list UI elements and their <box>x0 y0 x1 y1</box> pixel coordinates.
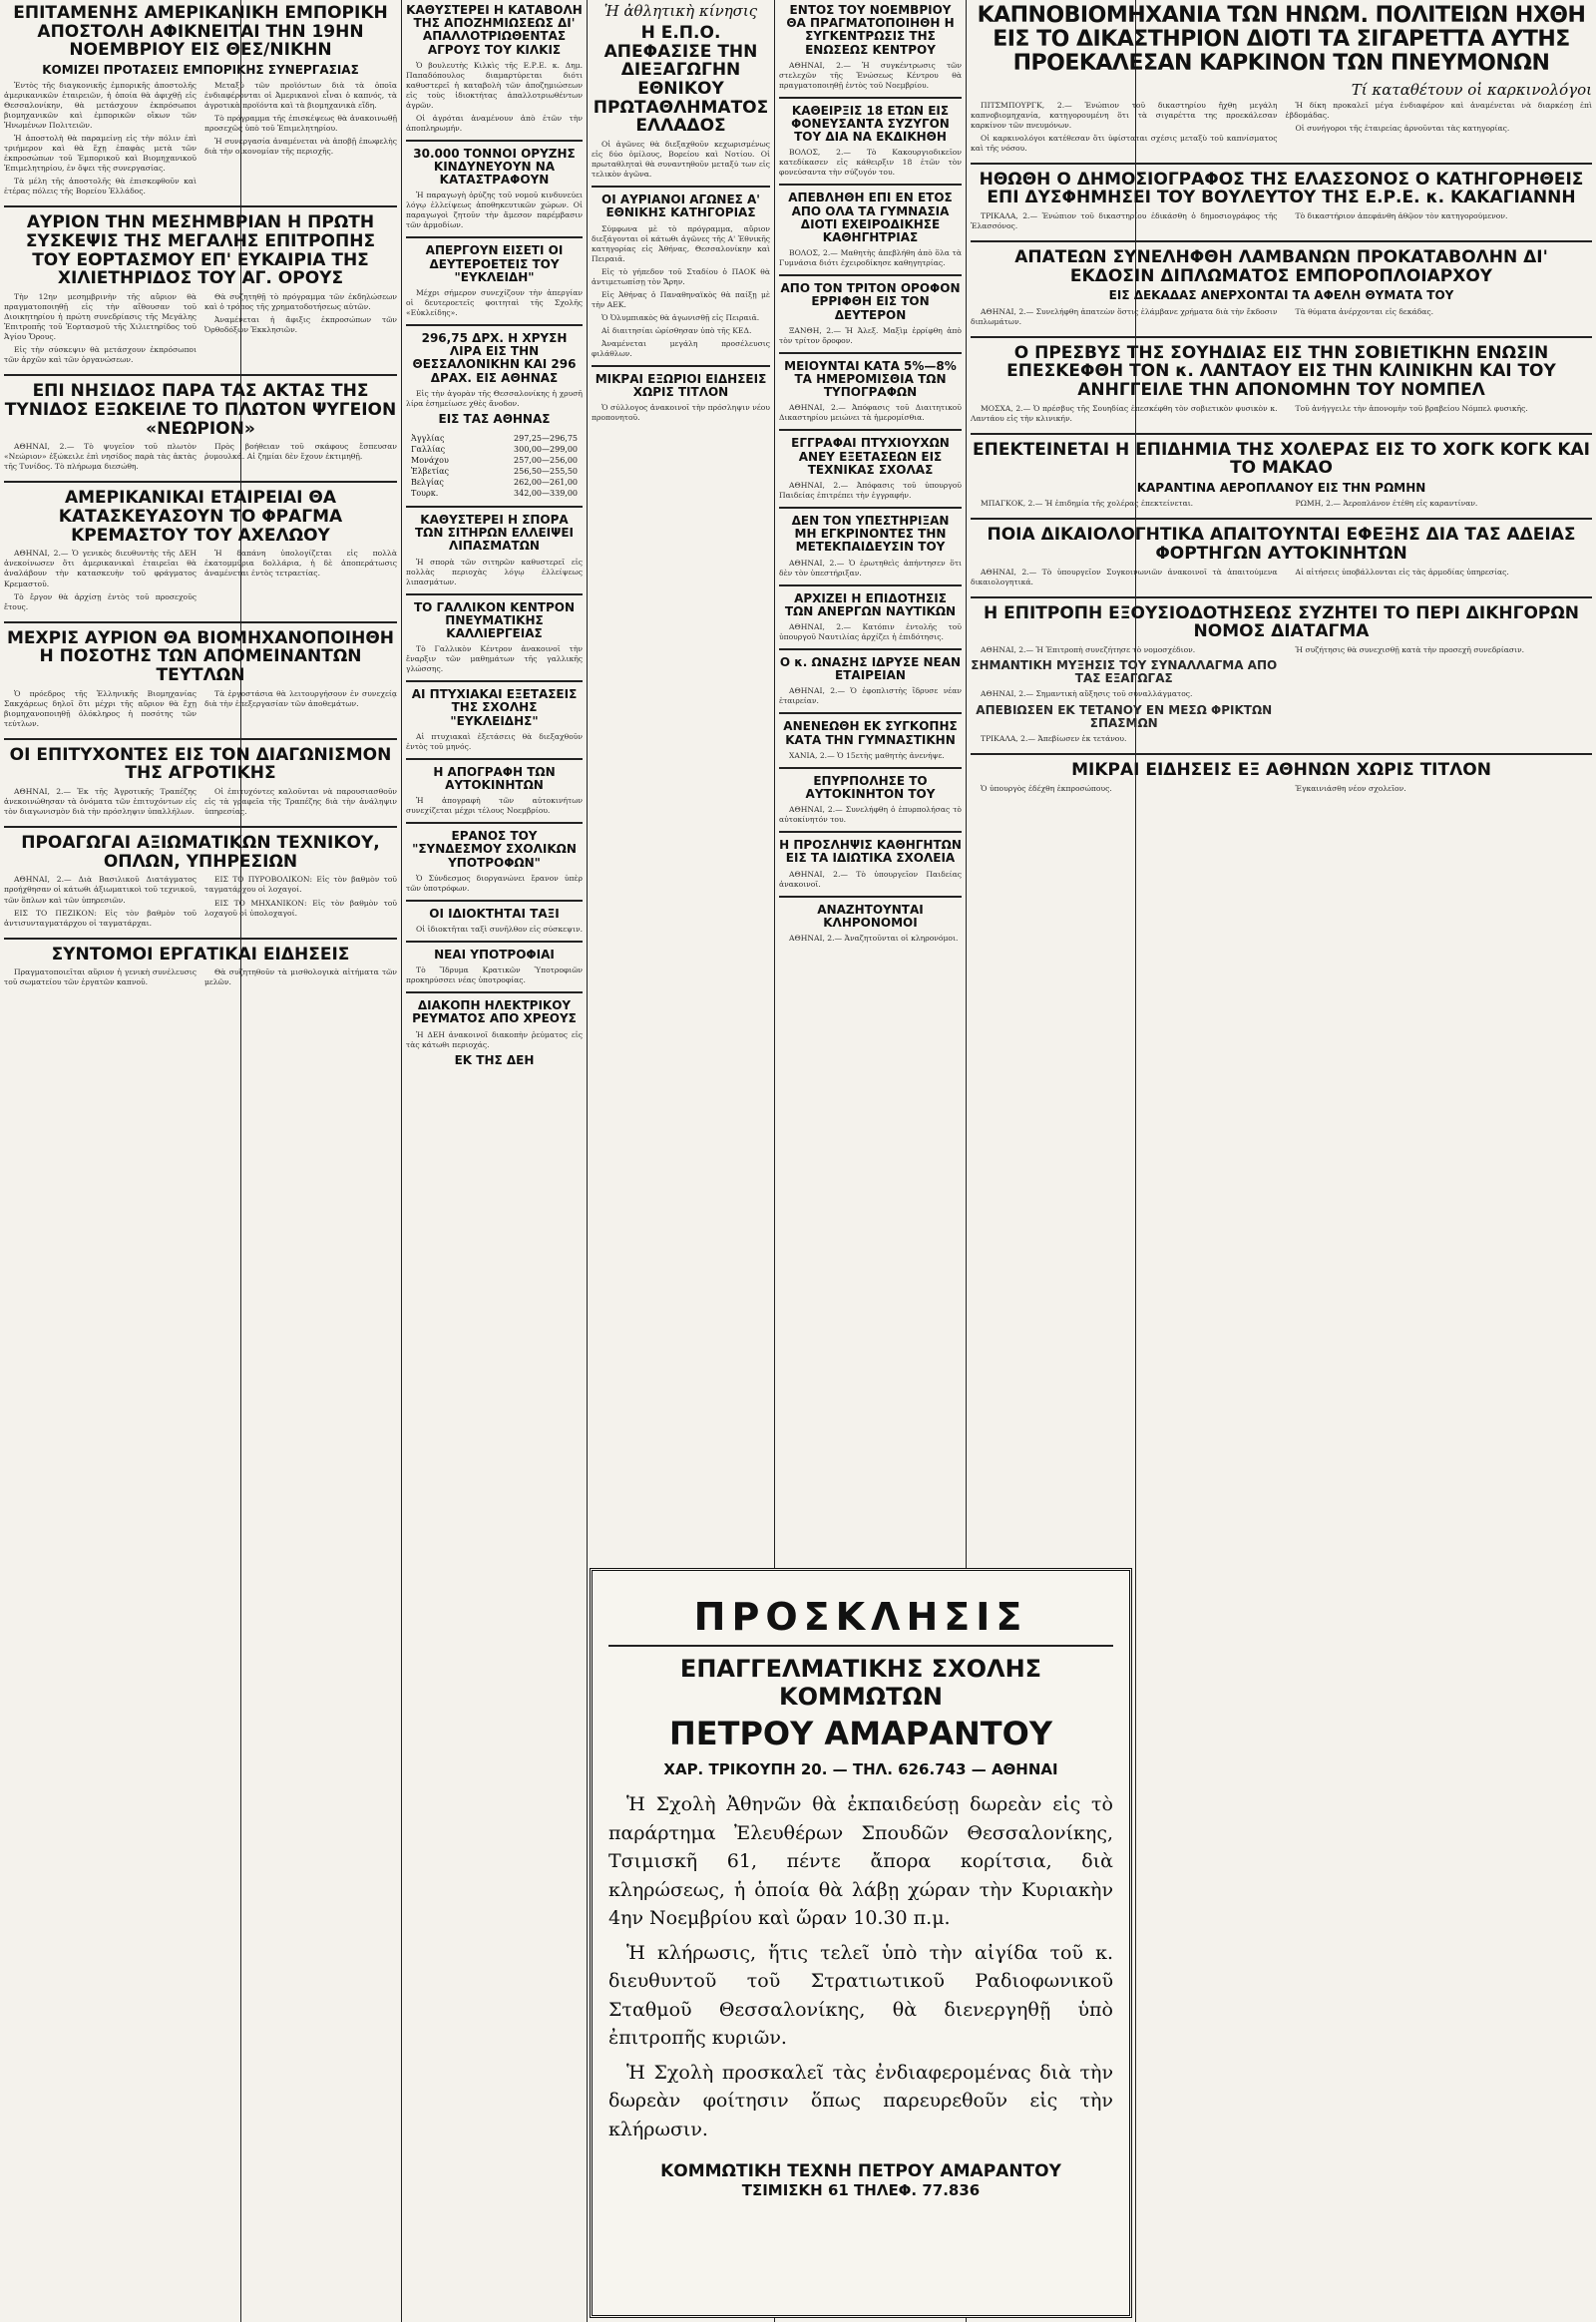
headline: ΕΠΙΤΑΜΕΝΗΣ ΑΜΕΡΙΚΑΝΙΚΗ ΕΜΠΟΡΙΚΗ ΑΠΟΣΤΟΛΗ ΑΦΙΚΝΕΙΤΑΙ ΤΗΝ 19ΗΝ ΝΟΕΜΒΡΙΟΥ ΕΙΣ ΘΕΣ/ΝΙΚΗΝ <box>13 3 388 61</box>
table-heading: ΕΙΣ ΤΑΣ ΑΘΗΝΑΣ <box>438 411 551 426</box>
headline: ΚΑΘΥΣΤΕΡΕΙ Η ΚΑΤΑΒΟΛΗ ΤΗΣ ΑΠΟΖΗΜΙΩΣΕΩΣ ΔΙ' ΑΠΑΛΛΟΤΡΙΩΘΕΝΤΑΣ ΑΓΡΟΥΣ ΤΟΥ ΚΙΛΚΙΣ <box>406 3 583 57</box>
headline: ΑΜΕΡΙΚΑΝΙΚΑΙ ΕΤΑΙΡΕΙΑΙ ΘΑ ΚΑΤΑΣΚΕΥΑΣΟΥΝ ΤΟ ΦΡΑΓΜΑ ΚΡΕΜΑΣΤΟΥ ΤΟΥ ΑΧΕΛΩΟΥ <box>58 488 343 546</box>
column-1: ΕΠΙΤΑΜΕΝΗΣ ΑΜΕΡΙΚΑΝΙΚΗ ΕΜΠΟΡΙΚΗ ΑΠΟΣΤΟΛΗ ΑΦΙΚΝΕΙΤΑΙ ΤΗΝ 19ΗΝ ΝΟΕΜΒΡΙΟΥ ΕΙΣ ΘΕΣ/ΝΙΚΗΝ ΚΟΜΙΖΕΙ ΠΡΟΤΑΣΕΙΣ ΕΜΠΟΡΙΚΗΣ ΣΥΝΕΡΓΑΣΙΑΣ Ἐντὸς τῆς διαγκονικῆς ἐμπορικῆς ἀποστολῆς ἀμερικανικῶν ἐταιρειῶν, ἡ ὁποία θὰ ἀφιχθῇ εἰς Θεσσαλονίκην, θὰ μετάσχουν ἐκπρόσωποι βιομηχανικῶν καὶ ἐμπορικῶν οἴκων τῶν Ἡνωμένων Πολιτειῶν. Ἡ ἀποστολὴ θὰ παραμείνῃ εἰς τὴν πόλιν ἐπὶ τριήμερον καὶ θὰ ἔχῃ ἐπαφὰς μετὰ τῶν ἐκπροσώπων τοῦ Ἐμπορικοῦ καὶ Βιομηχανικοῦ Ἐπιμελητηρίου, ἐν ὄψει τῆς συνεργασίας. Τὰ μέλη τῆς ἀποστολῆς θὰ ἐπισκεφθοῦν καὶ ἑτέρας πόλεις τῆς Βορείου Ἑλλάδος. Μεταξὺ τῶν προϊόντων διὰ τὰ ὁποῖα ἐνδιαφέρονται οἱ Ἀμερικανοὶ εἶναι ὁ καπνός, τὰ ἀγροτικὰ προϊόντα καὶ τὰ βιομηχανικὰ εἴδη. Τὸ πρόγραμμα τῆς ἐπισκέψεως θὰ ἀνακοινωθῇ προσεχῶς ὑπὸ τοῦ Ἐπιμελητηρίου. Ἡ συνεργασία ἀναμένεται νὰ ἀποβῇ ἐπωφελὴς διὰ τὴν οἰκονομίαν τῆς περιοχῆς. ΑΥΡΙΟΝ ΤΗΝ ΜΕΣΗΜΒΡΙΑΝ Η ΠΡΩΤΗ ΣΥΣΚΕΨΙΣ ΤΗΣ ΜΕΓΑΛΗΣ ΕΠΙΤΡΟΠΗΣ ΤΟΥ ΕΟΡΤΑΣΜΟΥ ΕΠ' ΕΥΚΑΙΡΙΑ ΤΗΣ ΧΙΛΙΕΤΗΡΙΔΟΣ ΤΟΥ ΑΓ. ΟΡΟΥΣ Τὴν 12ην μεσημβρινὴν τῆς αὔριον θὰ πραγματοποιηθῇ εἰς τὴν αἴθουσαν τοῦ Διοικητηρίου ἡ πρώτη συνεδρίασις τῆς Μεγάλης Ἐπιτροπῆς τοῦ Ἑορτασμοῦ τῆς Χιλιετηρίδος τοῦ Ἁγίου Ὄρους. Εἰς τὴν σύσκεψιν θὰ μετάσχουν ἐκπρόσωποι τῶν ἀρχῶν καὶ τῶν ὀργανώσεων. Θὰ συζητηθῇ τὸ πρόγραμμα τῶν ἐκδηλώσεων καὶ ὁ τρόπος τῆς χρηματοδοτήσεως αὐτῶν. Ἀναμένεται ἡ ἄφιξις ἐκπροσώπων τῶν Ὀρθοδόξων Ἐκκλησιῶν. ΕΠΙ ΝΗΣΙΔΟΣ ΠΑΡΑ ΤΑΣ ΑΚΤΑΣ ΤΗΣ ΤΥΝΙΔΟΣ ΕΞΩΚΕΙΛΕ ΤΟ ΠΛΩΤΟΝ ΨΥΓΕΙΟΝ «ΝΕΩΡΙΟΝ» ΑΘΗΝΑΙ, 2.— Τὸ ψυγεῖον τοῦ πλωτὸν «Νεώριον» ἐξώκειλε ἐπὶ νησίδος παρὰ τὰς ἀκτὰς τῆς Τυνίδος. Τὸ πλήρωμα διεσώθη. Πρὸς βοήθειαν τοῦ σκάφους ἔσπευσαν ῥυμουλκά. Αἱ ζημίαι δὲν ἔχουν ἐκτιμηθῇ. ΑΜΕΡΙΚΑΝΙΚΑΙ ΕΤΑΙΡΕΙΑΙ ΘΑ ΚΑΤΑΣΚΕΥΑΣΟΥΝ ΤΟ ΦΡΑΓΜΑ ΚΡΕΜΑΣΤΟΥ ΤΟΥ ΑΧΕΛΩΟΥ ΑΘΗΝΑΙ, 2.— Ὁ γενικὸς διευθυντὴς τῆς ΔΕΗ ἀνεκοίνωσεν ὅτι ἀμερικανικαὶ ἑταιρεῖαι θὰ ἀναλάβουν τὴν κατασκευὴν τοῦ φράγματος Κρεμαστοῦ. Τὸ ἔργον θὰ ἀρχίσῃ ἐντὸς τοῦ προσεχοῦς ἔτους. Ἡ δαπάνη ὑπολογίζεται εἰς πολλὰ ἑκατομμύρια δολλάρια, ἡ δὲ ἀποπεράτωσις ἀναμένεται ἐντὸς τετραετίας. ΜΕΧΡΙΣ ΑΥΡΙΟΝ ΘΑ ΒΙΟΜΗΧΑΝΟΠΟΙΗΘΗ Η ΠΟΣΟΤΗΣ ΤΩΝ ΑΠΟΜΕΙΝΑΝΤΩΝ ΤΕΥΤΛΩΝ Ὁ πρόεδρος τῆς Ἑλληνικῆς Βιομηχανίας Σακχάρεως δηλοῖ ὅτι μέχρι τῆς αὔριον θὰ ἔχῃ βιομηχανοποιηθῇ ὁλόκληρος ἡ ποσότης τῶν τεύτλων. Τὰ ἐργοστάσια θὰ λειτουργήσουν ἐν συνεχείᾳ διὰ τὴν ἐπεξεργασίαν τῶν ἀποθεμάτων. ΟΙ ΕΠΙΤΥΧΟΝΤΕΣ ΕΙΣ ΤΟΝ ΔΙΑΓΩΝΙΣΜΟΝ ΤΗΣ ΑΓΡΟΤΙΚΗΣ ΑΘΗΝΑΙ, 2.— Ἐκ τῆς Ἀγροτικῆς Τραπέζης ἀνεκοινώθησαν τὰ ὀνόματα τῶν ἐπιτυχόντων εἰς τὸν διαγωνισμὸν διὰ τὴν πρόσληψιν ὑπαλλήλων. Οἱ ἐπιτυχόντες καλοῦνται νὰ παρουσιασθοῦν εἰς τὰ γραφεῖα τῆς Τραπέζης διὰ τὴν ἀνάληψιν ὑπηρεσίας. ΠΡΟΑΓΩΓΑΙ ΑΞΙΩΜΑΤΙΚΩΝ ΤΕΧΝΙΚΟΥ, ΟΠΛΩΝ, ΥΠΗΡΕΣΙΩΝ ΑΘΗΝΑΙ, 2.— Διὰ Βασιλικοῦ Διατάγματος προήχθησαν οἱ κάτωθι ἀξιωματικοὶ τοῦ τεχνικοῦ, τῶν ὅπλων καὶ τῶν ὑπηρεσιῶν. ΕΙΣ ΤΟ ΠΕΖΙΚΟΝ: Εἰς τὸν βαθμὸν τοῦ ἀντισυνταγματάρχου οἱ ταγματάρχαι. ΕΙΣ ΤΟ ΠΥΡΟΒΟΛΙΚΟΝ: Εἰς τὸν βαθμὸν τοῦ ταγματάρχου οἱ λοχαγοί. ΕΙΣ ΤΟ ΜΗΧΑΝΙΚΟΝ: Εἰς τὸν βαθμὸν τοῦ λοχαγοῦ οἱ ὑπολοχαγοί. ΣΥΝΤΟΜΟΙ ΕΡΓΑΤΙΚΑΙ ΕΙΔΗΣΕΙΣ Πραγματοποιεῖται αὔριον ἡ γενικὴ συνέλευσις τοῦ σωματείου τῶν ἐργατῶν καπνοῦ. Θὰ συζητηθοῦν τὰ μισθολογικὰ αἰτήματα τῶν μελῶν. <box>4 3 397 987</box>
headline: ΑΥΡΙΟΝ ΤΗΝ ΜΕΣΗΜΒΡΙΑΝ Η ΠΡΩΤΗ ΣΥΣΚΕΨΙΣ ΤΗΣ ΜΕΓΑΛΗΣ ΕΠΙΤΡΟΠΗΣ ΤΟΥ ΕΟΡΤΑΣΜΟΥ ΕΠ' ΕΥΚΑΙΡΙΑ ΤΗΣ ΧΙΛΙΕΤΗΡΙΔΟΣ ΤΟΥ ΑΓ. ΟΡΟΥΣ <box>25 212 376 289</box>
headline: ΚΑΘΕΙΡΞΙΣ 18 ΕΤΩΝ ΕΙΣ ΦΟΝΕΥΣΑΝΤΑ ΣΥΖΥΓΟΝ ΤΟΥ ΔΙΑ ΝΑ ΕΚΔΙΚΗΘΗ <box>791 103 950 145</box>
headline: Η ΑΠΟΓΡΑΦΗ ΤΩΝ ΑΥΤΟΚΙΝΗΤΩΝ <box>433 764 556 793</box>
headline: ΑΠΕΒΛΗΘΗ ΕΠΙ ΕΝ ΕΤΟΣ ΑΠΟ ΟΛΑ ΤΑ ΓΥΜΝΑΣΙΑ ΔΙΟΤΙ ΕΧΕΙΡΟΔΙΚΗΣΕ ΚΑΘΗΓΗΤΡΙΑΣ <box>788 191 953 244</box>
headline: ΕΡΑΝΟΣ ΤΟΥ "ΣΥΝΔΕΣΜΟΥ ΣΧΟΛΙΚΩΝ ΥΠΟΤΡΟΦΩΝ" <box>412 829 577 870</box>
headline: ΕΠΙ ΝΗΣΙΔΟΣ ΠΑΡΑ ΤΑΣ ΑΚΤΑΣ ΤΗΣ ΤΥΝΙΔΟΣ ΕΞΩΚΕΙΛΕ ΤΟ ΠΛΩΤΟΝ ΨΥΓΕΙΟΝ «ΝΕΩΡΙΟΝ» <box>4 381 397 439</box>
table-row: Ἑλβετίας 256,50—255,50 <box>411 467 578 477</box>
column-2: ΚΑΘΥΣΤΕΡΕΙ Η ΚΑΤΑΒΟΛΗ ΤΗΣ ΑΠΟΖΗΜΙΩΣΕΩΣ ΔΙ' ΑΠΑΛΛΟΤΡΙΩΘΕΝΤΑΣ ΑΓΡΟΥΣ ΤΟΥ ΚΙΛΚΙΣ Ὁ βουλευτὴς Κιλκὶς τῆς Ε.Ρ.Ε. κ. Δημ. Παπαδόπουλος διαμαρτύρεται διότι καθυστερεῖ ἡ καταβολὴ τῶν ἀποζημιώσεων εἰς τοὺς ἰδιοκτήτας ἀπαλλοτριωθέντων ἀγρῶν. Οἱ ἀγρόται ἀναμένουν ἀπὸ ἐτῶν τὴν ἀποπληρωμήν. 30.000 ΤΟΝΝΟΙ ΟΡΥΖΗΣ ΚΙΝΔΥΝΕΥΟΥΝ ΝΑ ΚΑΤΑΣΤΡΑΦΟΥΝ Ἡ παραγωγὴ ὀρύζης τοῦ νομοῦ κινδυνεύει λόγῳ ἐλλείψεως ἀποθηκευτικῶν χώρων. Οἱ παραγωγοὶ ζητοῦν τὴν ἄμεσον παρέμβασιν τῶν ἀρμοδίων. ΑΠΕΡΓΟΥΝ ΕΙΣΕΤΙ ΟΙ ΔΕΥΤΕΡΟΕΤΕΙΣ ΤΟΥ "ΕΥΚΛΕΙΔΗ" Μέχρι σήμερον συνεχίζουν τὴν ἀπεργίαν οἱ δευτεροετεῖς φοιτηταὶ τῆς Σχολῆς «Εὐκλείδης». 296,75 ΔΡΧ. Η ΧΡΥΣΗ ΛΙΡΑ ΕΙΣ ΤΗΝ ΘΕΣΣΑΛΟΝΙΚΗΝ ΚΑΙ 296 ΔΡΑΧ. ΕΙΣ ΑΘΗΝΑΣ Εἰς τὴν ἀγορὰν τῆς Θεσσαλονίκης ἡ χρυσῆ λίρα ἐσημείωσε χθὲς ἄνοδον. ΕΙΣ ΤΑΣ ΑΘΗΝΑΣ Ἀγγλίας 297,25—296,75 Γαλλίας 300,00—299,00 Μονάχου 257,00—256,00 Ἑλβετίας 256,50—255,50 Βελγίας 262,00—261,00 Τουρκ. 342,00—339,00 ΚΑΘΥΣΤΕΡΕΙ Η ΣΠΟΡΑ ΤΩΝ ΣΙΤΗΡΩΝ ΕΛΛΕΙΨΕΙ ΛΙΠΑΣΜΑΤΩΝ Ἡ σπορὰ τῶν σιτηρῶν καθυστερεῖ εἰς πολλὰς περιοχὰς λόγῳ ἐλλείψεως λιπασμάτων. ΤΟ ΓΑΛΛΙΚΟΝ ΚΕΝΤΡΟΝ ΠΝΕΥΜΑΤΙΚΗΣ ΚΑΛΛΙΕΡΓΕΙΑΣ Τὸ Γαλλικὸν Κέντρον ἀνακοινοῖ τὴν ἔναρξιν τῶν μαθημάτων τῆς γαλλικῆς γλώσσης. ΑΙ ΠΤΥΧΙΑΚΑΙ ΕΞΕΤΑΣΕΙΣ ΤΗΣ ΣΧΟΛΗΣ "ΕΥΚΛΕΙΔΗΣ" Αἱ πτυχιακαὶ ἐξετάσεις θὰ διεξαχθοῦν ἐντὸς τοῦ μηνός. Η ΑΠΟΓΡΑΦΗ ΤΩΝ ΑΥΤΟΚΙΝΗΤΩΝ Ἡ ἀπογραφὴ τῶν αὐτοκινήτων συνεχίζεται μέχρι τέλους Νοεμβρίου. ΕΡΑΝΟΣ ΤΟΥ "ΣΥΝΔΕΣΜΟΥ ΣΧΟΛΙΚΩΝ ΥΠΟΤΡΟΦΩΝ" Ὁ Σύνδεσμος διοργανώνει ἔρανον ὑπὲρ τῶν ὑποτρόφων. ΟΙ ΙΔΙΟΚΤΗΤΑΙ ΤΑΞΙ Οἱ ἰδιοκτῆται ταξὶ συνῆλθον εἰς σύσκεψιν. ΝΕΑΙ ΥΠΟΤΡΟΦΙΑΙ Τὸ Ἵδρυμα Κρατικῶν Ὑποτροφιῶν προκηρύσσει νέας ὑποτροφίας. ΔΙΑΚΟΠΗ ΗΛΕΚΤΡΙΚΟΥ ΡΕΥΜΑΤΟΣ ΑΠΟ ΧΡΕΟΥΣ Ἡ ΔΕΗ ἀνακοινοῖ διακοπὴν ῥεύματος εἰς τὰς κάτωθι περιοχάς. ΕΚ ΤΗΣ ΔΕΗ <box>406 3 583 1067</box>
headline: ΑΠΑΤΕΩΝ ΣΥΝΕΛΗΦΘΗ ΛΑΜΒΑΝΩΝ ΠΡΟΚΑΤΑΒΟΛΗΝ ΔΙ' ΕΚΔΟΣΙΝ ΔΙΠΛΩΜΑΤΟΣ ΕΜΠΟΡΟΠΛΟΙΑΡΧΟΥ <box>1014 247 1548 286</box>
ad-address: ΧΑΡ. ΤΡΙΚΟΥΠΗ 20. — ΤΗΛ. 626.743 — ΑΘΗΝΑΙ <box>663 1760 1058 1778</box>
table-row: Ἀγγλίας 297,25—296,75 <box>411 434 578 444</box>
headline: ΟΙ ΑΥΡΙΑΝΟΙ ΑΓΩΝΕΣ Α' ΕΘΝΙΚΗΣ ΚΑΤΗΓΟΡΙΑΣ <box>601 193 760 220</box>
headline: ΜΕΧΡΙΣ ΑΥΡΙΟΝ ΘΑ ΒΙΟΜΗΧΑΝΟΠΟΙΗΘΗ Η ΠΟΣΟΤΗΣ ΤΩΝ ΑΠΟΜΕΙΝΑΝΤΩΝ ΤΕΥΤΛΩΝ <box>6 627 395 685</box>
headline: ΑΡΧΙΖΕΙ Η ΕΠΙΔΟΤΗΣΙΣ ΤΩΝ ΑΝΕΡΓΩΝ ΝΑΥΤΙΚΩΝ <box>784 590 957 618</box>
ad-paragraph: Ἡ Σχολὴ προσκαλεῖ τὰς ἐνδιαφερομένας διὰ τὴν δωρεὰν φοίτησιν ὅπως παρευρεθοῦν εἰς τὴν κλήρωσιν. <box>608 2061 1113 2140</box>
headline: ΜΙΚΡΑΙ ΕΙΔΗΣΕΙΣ ΕΞ ΑΘΗΝΩΝ ΧΩΡΙΣ ΤΙΤΛΟΝ <box>1071 759 1491 780</box>
headline: ΣΗΜΑΝΤΙΚΗ ΜΥΞΗΣΙΣ ΤΟΥ ΣΥΝΑΛΛΑΓΜΑ ΑΠΟ ΤΑΣ ΕΞΑΓΩΓΑΣ <box>971 658 1278 686</box>
ad-paragraph: Ἡ κλήρωσις, ἥτις τελεῖ ὑπὸ τὴν αἰγίδα τοῦ κ. διευθυντοῦ τοῦ Στρατιωτικοῦ Ραδιοφωνικοῦ Σταθμοῦ Θεσσαλονίκης, θὰ διενεργηθῇ ὑπὸ ἐπιτροπῆς κυριῶν. <box>608 1941 1113 2049</box>
headline: ΟΙ ΙΔΙΟΚΤΗΤΑΙ ΤΑΞΙ <box>429 906 560 921</box>
headline: ΠΟΙΑ ΔΙΚΑΙΟΛΟΓΗΤΙΚΑ ΑΠΑΙΤΟΥΝΤΑΙ ΕΦΕΞΗΣ ΔΙΑ ΤΑΣ ΑΔΕΙΑΣ ΦΟΡΤΗΓΩΝ ΑΥΤΟΚΙΝΗΤΩΝ <box>987 525 1576 564</box>
article-text: Ἐντὸς τῆς διαγκονικῆς ἐμπορικῆς ἀποστολῆς ἀμερικανικῶν ἐταιρειῶν, ἡ ὁποία θὰ ἀφιχθῇ εἰς Θεσσαλονίκην, θὰ μετάσχουν ἐκπρόσωποι βιομηχανικῶν καὶ ἐμπορικῶν οἴκων τῶν Ἡνωμένων Πολιτειῶν. Ἡ ἀποστολὴ θὰ παραμείνῃ εἰς τὴν πόλιν ἐπὶ τριήμερον καὶ θὰ ἔχῃ ἐπαφὰς μετὰ τῶν ἐκπροσώπων τοῦ Ἐμπορικοῦ καὶ Βιομηχανικοῦ Ἐπιμελητηρίου, ἐν ὄψει τῆς συνεργασίας. Τὰ μέλη τῆς ἀποστολῆς θὰ ἐπισκεφθοῦν καὶ ἑτέρας πόλεις τῆς Βορείου Ἑλλάδος. <box>4 81 197 196</box>
ad-school: ΕΠΑΓΓΕΛΜΑΤΙΚΗΣ ΣΧΟΛΗΣ ΚΟΜΜΩΤΩΝ <box>679 1655 1042 1711</box>
section-kicker: Ἡ ἀθλητικὴ κίνησις <box>603 2 758 20</box>
headline: ΔΕΝ ΤΟΝ ΥΠΕΣΤΗΡΙΞΑΝ ΜΗ ΕΓΚΡΙΝΟΝΤΕΣ ΤΗΝ ΜΕΤΕΚΠΑΙΔΕΥΣΙΝ ΤΟΥ <box>791 513 950 555</box>
table-row: Μονάχου 257,00—256,00 <box>411 456 578 466</box>
subheadline: ΚΑΡΑΝΤΙΝΑ ΑΕΡΟΠΛΑΝΟΥ ΕΙΣ ΤΗΝ ΡΩΜΗΝ <box>1136 481 1426 496</box>
headline: ΠΡΟΑΓΩΓΑΙ ΑΞΙΩΜΑΤΙΚΩΝ ΤΕΧΝΙΚΟΥ, ΟΠΛΩΝ, ΥΠΗΡΕΣΙΩΝ <box>21 833 380 872</box>
headline: ΑΙ ΠΤΥΧΙΑΚΑΙ ΕΞΕΤΑΣΕΙΣ ΤΗΣ ΣΧΟΛΗΣ "ΕΥΚΛΕΙΔΗΣ" <box>411 687 578 728</box>
headline: ΗΘΩΘΗ Ο ΔΗΜΟΣΙΟΓΡΑΦΟΣ ΤΗΣ ΕΛΑΣΣΟΝΟΣ Ο ΚΑΤΗΓΟΡΗΘΕΙΣ ΕΠΙ ΔΥΣΦΗΜΗΣΕΙ ΤΟΥ ΒΟΥΛΕΥΤΟΥ ΤΗΣ Ε.Ρ.Ε. κ. ΚΑΚΑΓΙΑΝΝΗ <box>979 169 1584 208</box>
gold-price-table <box>406 432 583 500</box>
lead-headline: Η Ε.Π.Ο. ΑΠΕΦΑΣΙΣΕ ΤΗΝ ΔΙΕΞΑΓΩΓΗΝ ΕΘΝΙΚΟΥ ΠΡΩΤΑΘΛΗΜΑΤΟΣ ΕΛΛΑΔΟΣ <box>593 23 769 137</box>
headline: ΑΝΑΖΗΤΟΥΝΤΑΙ ΚΛΗΡΟΝΟΜΟΙ <box>817 902 924 930</box>
table-row: Τουρκ. 342,00—339,00 <box>411 489 578 499</box>
subheadline: Τί καταθέτουν οἱ καρκινολόγοι <box>1351 80 1592 99</box>
headline: ΜΙΚΡΑΙ ΕΞΩΡΙΟΙ ΕΙΔΗΣΕΙΣ ΧΩΡΙΣ ΤΙΤΛΟΝ <box>595 371 767 399</box>
headline: ΜΕΙΟΥΝΤΑΙ ΚΑΤΑ 5%—8% ΤΑ ΗΜΕΡΟΜΙΣΘΙΑ ΤΩΝ ΤΥΠΟΓΡΑΦΩΝ <box>784 358 957 400</box>
column-5: ΚΑΠΝΟΒΙΟΜΗΧΑΝΙΑ ΤΩΝ ΗΝΩΜ. ΠΟΛΙΤΕΙΩΝ ΗΧΘΗ ΕΙΣ ΤΟ ΔΙΚΑΣΤΗΡΙΟΝ ΔΙΟΤΙ ΤΑ ΣΙΓΑΡΕΤΤΑ ΑΥΤΗΣ ΠΡΟΕΚΑΛΕΣΑΝ ΚΑΡΚΙΝΟΝ ΤΩΝ ΠΝΕΥΜΟΝΩΝ Τί καταθέτουν οἱ καρκινολόγοι ΠΙΤΣΜΠΟΥΡΓΚ, 2.— Ἐνώπιον τοῦ δικαστηρίου ἤχθη μεγάλη καπνοβιομηχανία, κατηγορουμένη ὅτι τὰ σιγαρέττα της προεκάλεσαν καρκίνον τῶν πνευμόνων. Οἱ καρκινολόγοι κατέθεσαν ὅτι ὑφίσταται σχέσις μεταξὺ τοῦ καπνίσματος καὶ τῆς νόσου. Ἡ δίκη προκαλεῖ μέγα ἐνδιαφέρον καὶ ἀναμένεται νὰ διαρκέσῃ ἐπὶ ἑβδομάδας. Οἱ συνήγοροι τῆς ἑταιρείας ἀρνοῦνται τὰς κατηγορίας. ΗΘΩΘΗ Ο ΔΗΜΟΣΙΟΓΡΑΦΟΣ ΤΗΣ ΕΛΑΣΣΟΝΟΣ Ο ΚΑΤΗΓΟΡΗΘΕΙΣ ΕΠΙ ΔΥΣΦΗΜΗΣΕΙ ΤΟΥ ΒΟΥΛΕΥΤΟΥ ΤΗΣ Ε.Ρ.Ε. κ. ΚΑΚΑΓΙΑΝΝΗ ΤΡΙΚΑΛΑ, 2.— Ἐνώπιον τοῦ δικαστηρίου ἐδικάσθη ὁ δημοσιογράφος τῆς Ἐλασσόνος. Τὸ δικαστήριον ἀπεφάνθη ἀθῷον τὸν κατηγορούμενον. ΑΠΑΤΕΩΝ ΣΥΝΕΛΗΦΘΗ ΛΑΜΒΑΝΩΝ ΠΡΟΚΑΤΑΒΟΛΗΝ ΔΙ' ΕΚΔΟΣΙΝ ΔΙΠΛΩΜΑΤΟΣ ΕΜΠΟΡΟΠΛΟΙΑΡΧΟΥ ΕΙΣ ΔΕΚΑΔΑΣ ΑΝΕΡΧΟΝΤΑΙ ΤΑ ΑΦΕΛΗ ΘΥΜΑΤΑ ΤΟΥ ΑΘΗΝΑΙ, 2.— Συνελήφθη ἀπατεὼν ὅστις ἐλάμβανε χρήματα διὰ τὴν ἔκδοσιν διπλωμάτων. Τὰ θύματα ἀνέρχονται εἰς δεκάδας. Ο ΠΡΕΣΒΥΣ ΤΗΣ ΣΟΥΗΔΙΑΣ ΕΙΣ ΤΗΝ ΣΟΒΙΕΤΙΚΗΝ ΕΝΩΣΙΝ ΕΠΕΣΚΕΦΘΗ ΤΟΝ κ. ΛΑΝΤΑΟΥ ΕΙΣ ΤΗΝ ΚΛΙΝΙΚΗΝ ΚΑΙ ΤΟΥ ΑΝΗΓΓΕΙΛΕ ΤΗΝ ΑΠΟΝΟΜΗΝ ΤΟΥ ΝΟΜΠΕΛ ΜΟΣΧΑ, 2.— Ὁ πρέσβυς τῆς Σουηδίας ἐπεσκέφθη τὸν σοβιετικὸν φυσικὸν κ. Λαντάου εἰς τὴν κλινικήν. Τοῦ ἀνήγγειλε τὴν ἀπονομὴν τοῦ βραβείου Νόμπελ φυσικῆς. ΕΠΕΚΤΕΙΝΕΤΑΙ Η ΕΠΙΔΗΜΙΑ ΤΗΣ ΧΟΛΕΡΑΣ ΕΙΣ ΤΟ ΧΟΓΚ ΚΟΓΚ ΚΑΙ ΤΟ ΜΑΚΑΟ ΚΑΡΑΝΤΙΝΑ ΑΕΡΟΠΛΑΝΟΥ ΕΙΣ ΤΗΝ ΡΩΜΗΝ ΜΠΑΓΚΟΚ, 2.— Ἡ ἐπιδημία τῆς χολέρας ἐπεκτείνεται. ΡΩΜΗ, 2.— Ἀεροπλάνον ἐτέθη εἰς καραντίναν. ΠΟΙΑ ΔΙΚΑΙΟΛΟΓΗΤΙΚΑ ΑΠΑΙΤΟΥΝΤΑΙ ΕΦΕΞΗΣ ΔΙΑ ΤΑΣ ΑΔΕΙΑΣ ΦΟΡΤΗΓΩΝ ΑΥΤΟΚΙΝΗΤΩΝ ΑΘΗΝΑΙ, 2.— Τὸ ὑπουργεῖον Συγκοινωνιῶν ἀνακοινοῖ τὰ ἀπαιτούμενα δικαιολογητικά. Αἱ αἰτήσεις ὑποβάλλονται εἰς τὰς ἁρμοδίας ὑπηρεσίας. Η ΕΠΙΤΡΟΠΗ ΕΞΟΥΣΙΟΔΟΤΗΣΕΩΣ ΣΥΖΗΤΕΙ ΤΟ ΠΕΡΙ ΔΙΚΗΓΟΡΩΝ ΝΟΜΟΣ ΔΙΑΤΑΓΜΑ ΑΘΗΝΑΙ, 2.— Ἡ Ἐπιτροπὴ συνεζήτησε τὸ νομοσχέδιον. ΣΗΜΑΝΤΙΚΗ ΜΥΞΗΣΙΣ ΤΟΥ ΣΥΝΑΛΛΑΓΜΑ ΑΠΟ ΤΑΣ ΕΞΑΓΩΓΑΣ ΑΘΗΝΑΙ, 2.— Σημαντικὴ αὔξησις τοῦ συναλλάγματος. ΑΠΕΒΙΩΣΕΝ ΕΚ ΤΕΤΑΝΟΥ ΕΝ ΜΕΣΩ ΦΡΙΚΤΩΝ ΣΠΑΣΜΩΝ ΤΡΙΚΑΛΑ, 2.— Ἀπεβίωσεν ἐκ τετάνου. Ἡ συζήτησις θὰ συνεχισθῇ κατὰ τὴν προσεχῆ συνεδρίασιν. ΜΙΚΡΑΙ ΕΙΔΗΣΕΙΣ ΕΞ ΑΘΗΝΩΝ ΧΩΡΙΣ ΤΙΤΛΟΝ Ὁ ὑπουργὸς ἐδέχθη ἐκπροσώπους. Ἐγκαινιάσθη νέον σχολεῖον. <box>971 3 1592 793</box>
headline: ΑΠΟ ΤΟΝ ΤΡΙΤΟΝ ΟΡΟΦΟΝ ΕΡΡΙΦΘΗ ΕΙΣ ΤΟΝ ΔΕΥΤΕΡΟΝ <box>780 281 961 322</box>
article-footer: ΕΚ ΤΗΣ ΔΕΗ <box>454 1052 535 1067</box>
ad-paragraph: Ἡ Σχολὴ Ἀθηνῶν θὰ ἐκπαιδεύσῃ δωρεὰν εἰς τὸ παράρτημα Ἐλευθέρων Σπουδῶν Θεσσαλονίκης, Τσιμισκῆ 61, πέντε ἄπορα κορίτσια, διὰ κληρώσεως, ἡ ὁποία θὰ λάβῃ χώραν τὴν Κυριακὴν 4ην Νοεμβρίου καὶ ὥραν 10.30 π.μ. <box>608 1793 1113 1929</box>
headline: ΝΕΑΙ ΥΠΟΤΡΟΦΙΑΙ <box>434 948 555 963</box>
advertisement-box <box>590 1568 1132 2318</box>
ad-footer: ΚΟΜΜΩΤΙΚΗ ΤΕΧΝΗ ΠΕΤΡΟΥ ΑΜΑΡΑΝΤΟΥ <box>660 2161 1061 2181</box>
column-3: Ἡ ἀθλητικὴ κίνησις Η Ε.Π.Ο. ΑΠΕΦΑΣΙΣΕ ΤΗΝ ΔΙΕΞΑΓΩΓΗΝ ΕΘΝΙΚΟΥ ΠΡΩΤΑΘΛΗΜΑΤΟΣ ΕΛΛΑΔΟΣ Οἱ ἀγῶνες θὰ διεξαχθοῦν κεχωρισμένως εἰς δύο ὁμίλους, Βορείου καὶ Νοτίου. Οἱ πρωταθληταὶ θὰ συναντηθοῦν μεταξύ των εἰς τελικὸν ἀγῶνα. ΟΙ ΑΥΡΙΑΝΟΙ ΑΓΩΝΕΣ Α' ΕΘΝΙΚΗΣ ΚΑΤΗΓΟΡΙΑΣ Σύμφωνα μὲ τὸ πρόγραμμα, αὔριον διεξάγονται οἱ κάτωθι ἀγῶνες τῆς Α' Ἐθνικῆς κατηγορίας εἰς Ἀθήνας, Θεσσαλονίκην καὶ Πειραιᾶ. Εἰς τὸ γήπεδον τοῦ Σταδίου ὁ ΠΑΟΚ θὰ ἀντιμετωπίσῃ τὸν Ἄρην. Εἰς Ἀθήνας ὁ Παναθηναϊκὸς θὰ παίξῃ μὲ τὴν ΑΕΚ. Ὁ Ὀλυμπιακὸς θὰ ἀγωνισθῇ εἰς Πειραιᾶ. Αἱ διαιτησίαι ὡρίσθησαν ὑπὸ τῆς ΚΕΔ. Ἀναμένεται μεγάλη προσέλευσις φιλάθλων. ΜΙΚΡΑΙ ΕΞΩΡΙΟΙ ΕΙΔΗΣΕΙΣ ΧΩΡΙΣ ΤΙΤΛΟΝ Ὁ σύλλογος ἀνακοινοῖ τὴν πρόσληψιν νέου προπονητοῦ. <box>592 2 770 423</box>
headline: ΑΠΕΡΓΟΥΝ ΕΙΣΕΤΙ ΟΙ ΔΕΥΤΕΡΟΕΤΕΙΣ ΤΟΥ "ΕΥΚΛΕΙΔΗ" <box>425 243 564 284</box>
headline: Ο ΠΡΕΣΒΥΣ ΤΗΣ ΣΟΥΗΔΙΑΣ ΕΙΣ ΤΗΝ ΣΟΒΙΕΤΙΚΗΝ ΕΝΩΣΙΝ ΕΠΕΣΚΕΦΘΗ ΤΟΝ κ. ΛΑΝΤΑΟΥ ΕΙΣ ΤΗΝ ΚΛΙΝΙΚΗΝ ΚΑΙ ΤΟΥ ΑΝΗΓΓΕΙΛΕ ΤΗΝ ΑΠΟΝΟΜΗΝ ΤΟΥ ΝΟΜΠΕΛ <box>1006 342 1556 401</box>
headline: ΕΠΥΡΠΟΛΗΣΕ ΤΟ ΑΥΤΟΚΙΝΗΤΟΝ ΤΟΥ <box>805 773 936 801</box>
headline: ΟΙ ΕΠΙΤΥΧΟΝΤΕΣ ΕΙΣ ΤΟΝ ΔΙΑΓΩΝΙΣΜΟΝ ΤΗΣ ΑΓΡΟΤΙΚΗΣ <box>9 744 392 784</box>
subheadline: ΕΙΣ ΔΕΚΑΔΑΣ ΑΝΕΡΧΟΝΤΑΙ ΤΑ ΑΦΕΛΗ ΘΥΜΑΤΑ ΤΟΥ <box>1108 288 1454 303</box>
headline: ΕΠΕΚΤΕΙΝΕΤΑΙ Η ΕΠΙΔΗΜΙΑ ΤΗΣ ΧΟΛΕΡΑΣ ΕΙΣ ΤΟ ΧΟΓΚ ΚΟΓΚ ΚΑΙ ΤΟ ΜΑΚΑΟ <box>973 439 1590 479</box>
headline: Η ΕΠΙΤΡΟΠΗ ΕΞΟΥΣΙΟΔΟΤΗΣΕΩΣ ΣΥΖΗΤΕΙ ΤΟ ΠΕΡΙ ΔΙΚΗΓΟΡΩΝ ΝΟΜΟΣ ΔΙΑΤΑΓΜΑ <box>983 602 1580 642</box>
headline: 30.000 ΤΟΝΝΟΙ ΟΡΥΖΗΣ ΚΙΝΔΥΝΕΥΟΥΝ ΝΑ ΚΑΤΑΣΤΡΑΦΟΥΝ <box>413 146 576 188</box>
ad-title: ΠΡΟΣΚΛΗΣΙΣ <box>693 1595 1028 1639</box>
headline: ΤΟ ΓΑΛΛΙΚΟΝ ΚΕΝΤΡΟΝ ΠΝΕΥΜΑΤΙΚΗΣ ΚΑΛΛΙΕΡΓΕΙΑΣ <box>413 599 576 641</box>
headline: 296,75 ΔΡΧ. Η ΧΡΥΣΗ ΛΙΡΑ ΕΙΣ ΤΗΝ ΘΕΣΣΑΛΟΝΙΚΗΝ ΚΑΙ 296 ΔΡΑΧ. ΕΙΣ ΑΘΗΝΑΣ <box>412 331 577 385</box>
headline: Ο κ. ΩΝΑΣΗΣ ΙΔΡΥΣΕ ΝΕΑΝ ΕΤΑΙΡΕΙΑΝ <box>779 654 962 683</box>
headline: ΕΓΓΡΑΦΑΙ ΠΤΥΧΙΟΥΧΩΝ ΑΝΕΥ ΕΞΕΤΑΣΕΩΝ ΕΙΣ ΤΕΧΝΙΚΑΣ ΣΧΟΛΑΣ <box>791 436 950 477</box>
column-4: ΕΝΤΟΣ ΤΟΥ ΝΟΕΜΒΡΙΟΥ ΘΑ ΠΡΑΓΜΑΤΟΠΟΙΗΘΗ Η ΣΥΓΚΕΝΤΡΩΣΙΣ ΤΗΣ ΕΝΩΣΕΩΣ ΚΕΝΤΡΟΥ ΑΘΗΝΑΙ, 2.— Ἡ συγκέντρωσις τῶν στελεχῶν τῆς Ἑνώσεως Κέντρου θὰ πραγματοποιηθῇ ἐντὸς τοῦ Νοεμβρίου. ΚΑΘΕΙΡΞΙΣ 18 ΕΤΩΝ ΕΙΣ ΦΟΝΕΥΣΑΝΤΑ ΣΥΖΥΓΟΝ ΤΟΥ ΔΙΑ ΝΑ ΕΚΔΙΚΗΘΗ ΒΟΛΟΣ, 2.— Τὸ Κακουργιοδικεῖον κατεδίκασεν εἰς κάθειρξιν 18 ἐτῶν τὸν φονεύσαντα τὴν σύζυγόν του. ΑΠΕΒΛΗΘΗ ΕΠΙ ΕΝ ΕΤΟΣ ΑΠΟ ΟΛΑ ΤΑ ΓΥΜΝΑΣΙΑ ΔΙΟΤΙ ΕΧΕΙΡΟΔΙΚΗΣΕ ΚΑΘΗΓΗΤΡΙΑΣ ΒΟΛΟΣ, 2.— Μαθητὴς ἀπεβλήθη ἀπὸ ὅλα τὰ Γυμνάσια διότι ἐχειροδίκησε καθηγητρίας. ΑΠΟ ΤΟΝ ΤΡΙΤΟΝ ΟΡΟΦΟΝ ΕΡΡΙΦΘΗ ΕΙΣ ΤΟΝ ΔΕΥΤΕΡΟΝ ΞΑΝΘΗ, 2.— Ἡ Ἀλεξ. Μαξὶμ ἐρρίφθη ἀπὸ τὸν τρίτον ὄροφον. ΜΕΙΟΥΝΤΑΙ ΚΑΤΑ 5%—8% ΤΑ ΗΜΕΡΟΜΙΣΘΙΑ ΤΩΝ ΤΥΠΟΓΡΑΦΩΝ ΑΘΗΝΑΙ, 2.— Ἀπόφασις τοῦ Διαιτητικοῦ Δικαστηρίου μειώνει τὰ ἡμερομίσθια. ΕΓΓΡΑΦΑΙ ΠΤΥΧΙΟΥΧΩΝ ΑΝΕΥ ΕΞΕΤΑΣΕΩΝ ΕΙΣ ΤΕΧΝΙΚΑΣ ΣΧΟΛΑΣ ΑΘΗΝΑΙ, 2.— Ἀπόφασις τοῦ ὑπουργοῦ Παιδείας ἐπιτρέπει τὴν ἐγγραφήν. ΔΕΝ ΤΟΝ ΥΠΕΣΤΗΡΙΞΑΝ ΜΗ ΕΓΚΡΙΝΟΝΤΕΣ ΤΗΝ ΜΕΤΕΚΠΑΙΔΕΥΣΙΝ ΤΟΥ ΑΘΗΝΑΙ, 2.— Ὁ ἐρωτηθεὶς ἀπήντησεν ὅτι δὲν τὸν ὑπεστήριξαν. ΑΡΧΙΖΕΙ Η ΕΠΙΔΟΤΗΣΙΣ ΤΩΝ ΑΝΕΡΓΩΝ ΝΑΥΤΙΚΩΝ ΑΘΗΝΑΙ, 2.— Κατόπιν ἐντολῆς τοῦ ὑπουργοῦ Ναυτιλίας ἀρχίζει ἡ ἐπιδότησις. Ο κ. ΩΝΑΣΗΣ ΙΔΡΥΣΕ ΝΕΑΝ ΕΤΑΙΡΕΙΑΝ ΑΘΗΝΑΙ, 2.— Ὁ ἐφοπλιστὴς ἵδρυσε νέαν ἑταιρείαν. ΑΝΕΝΕΩΘΗ ΕΚ ΣΥΓΚΟΠΗΣ ΚΑΤΑ ΤΗΝ ΓΥΜΝΑΣΤΙΚΗΝ ΧΑΝΙΑ, 2.— Ὁ 15ετὴς μαθητὴς ἀνενήψε. ΕΠΥΡΠΟΛΗΣΕ ΤΟ ΑΥΤΟΚΙΝΗΤΟΝ ΤΟΥ ΑΘΗΝΑΙ, 2.— Συνελήφθη ὁ ἐπυρπολήσας τὸ αὐτοκίνητόν του. Η ΠΡΟΣΛΗΨΙΣ ΚΑΘΗΓΗΤΩΝ ΕΙΣ ΤΑ ΙΔΙΩΤΙΚΑ ΣΧΟΛΕΙΑ ΑΘΗΝΑΙ, 2.— Τὸ ὑπουργεῖον Παιδείας ἀνακοινοῖ. ΑΝΑΖΗΤΟΥΝΤΑΙ ΚΛΗΡΟΝΟΜΟΙ ΑΘΗΝΑΙ, 2.— Ἀναζητοῦνται οἱ κληρονόμοι. <box>779 3 962 943</box>
headline: ΕΝΤΟΣ ΤΟΥ ΝΟΕΜΒΡΙΟΥ ΘΑ ΠΡΑΓΜΑΤΟΠΟΙΗΘΗ Η ΣΥΓΚΕΝΤΡΩΣΙΣ ΤΗΣ ΕΝΩΣΕΩΣ ΚΕΝΤΡΟΥ <box>786 3 955 57</box>
headline: ΑΝΕΝΕΩΘΗ ΕΚ ΣΥΓΚΟΠΗΣ ΚΑΤΑ ΤΗΝ ΓΥΜΝΑΣΤΙΚΗΝ <box>783 719 958 747</box>
table-row: Γαλλίας 300,00—299,00 <box>411 445 578 455</box>
headline: ΚΑΘΥΣΤΕΡΕΙ Η ΣΠΟΡΑ ΤΩΝ ΣΙΤΗΡΩΝ ΕΛΛΕΙΨΕΙ ΛΙΠΑΣΜΑΤΩΝ <box>414 513 574 554</box>
table-row: Βελγίας 262,00—261,00 <box>411 478 578 488</box>
headline: Η ΠΡΟΣΛΗΨΙΣ ΚΑΘΗΓΗΤΩΝ ΕΙΣ ΤΑ ΙΔΙΩΤΙΚΑ ΣΧΟΛΕΙΑ <box>779 838 962 866</box>
headline: ΣΥΝΤΟΜΟΙ ΕΡΓΑΤΙΚΑΙ ΕΙΔΗΣΕΙΣ <box>51 944 350 965</box>
ad-name: ΠΕΤΡΟΥ ΑΜΑΡΑΝΤΟΥ <box>668 1715 1052 1752</box>
headline: ΚΑΠΝΟΒΙΟΜΗΧΑΝΙΑ ΤΩΝ ΗΝΩΜ. ΠΟΛΙΤΕΙΩΝ ΗΧΘΗ ΕΙΣ ΤΟ ΔΙΚΑΣΤΗΡΙΟΝ ΔΙΟΤΙ ΤΑ ΣΙΓΑΡΕΤΤΑ ΑΥΤΗΣ ΠΡΟΕΚΑΛΕΣΑΝ ΚΑΡΚΙΝΟΝ ΤΩΝ ΠΝΕΥΜΟΝΩΝ <box>977 3 1586 77</box>
ad-footer-address: ΤΣΙΜΙΣΚΗ 61 ΤΗΛΕΦ. 77.836 <box>741 2181 981 2199</box>
headline: ΔΙΑΚΟΠΗ ΗΛΕΚΤΡΙΚΟΥ ΡΕΥΜΑΤΟΣ ΑΠΟ ΧΡΕΟΥΣ <box>412 998 577 1026</box>
subheadline: ΚΟΜΙΖΕΙ ΠΡΟΤΑΣΕΙΣ ΕΜΠΟΡΙΚΗΣ ΣΥΝΕΡΓΑΣΙΑΣ <box>42 63 359 78</box>
headline: ΑΠΕΒΙΩΣΕΝ ΕΚ ΤΕΤΑΝΟΥ ΕΝ ΜΕΣΩ ΦΡΙΚΤΩΝ ΣΠΑΣΜΩΝ <box>976 702 1273 730</box>
